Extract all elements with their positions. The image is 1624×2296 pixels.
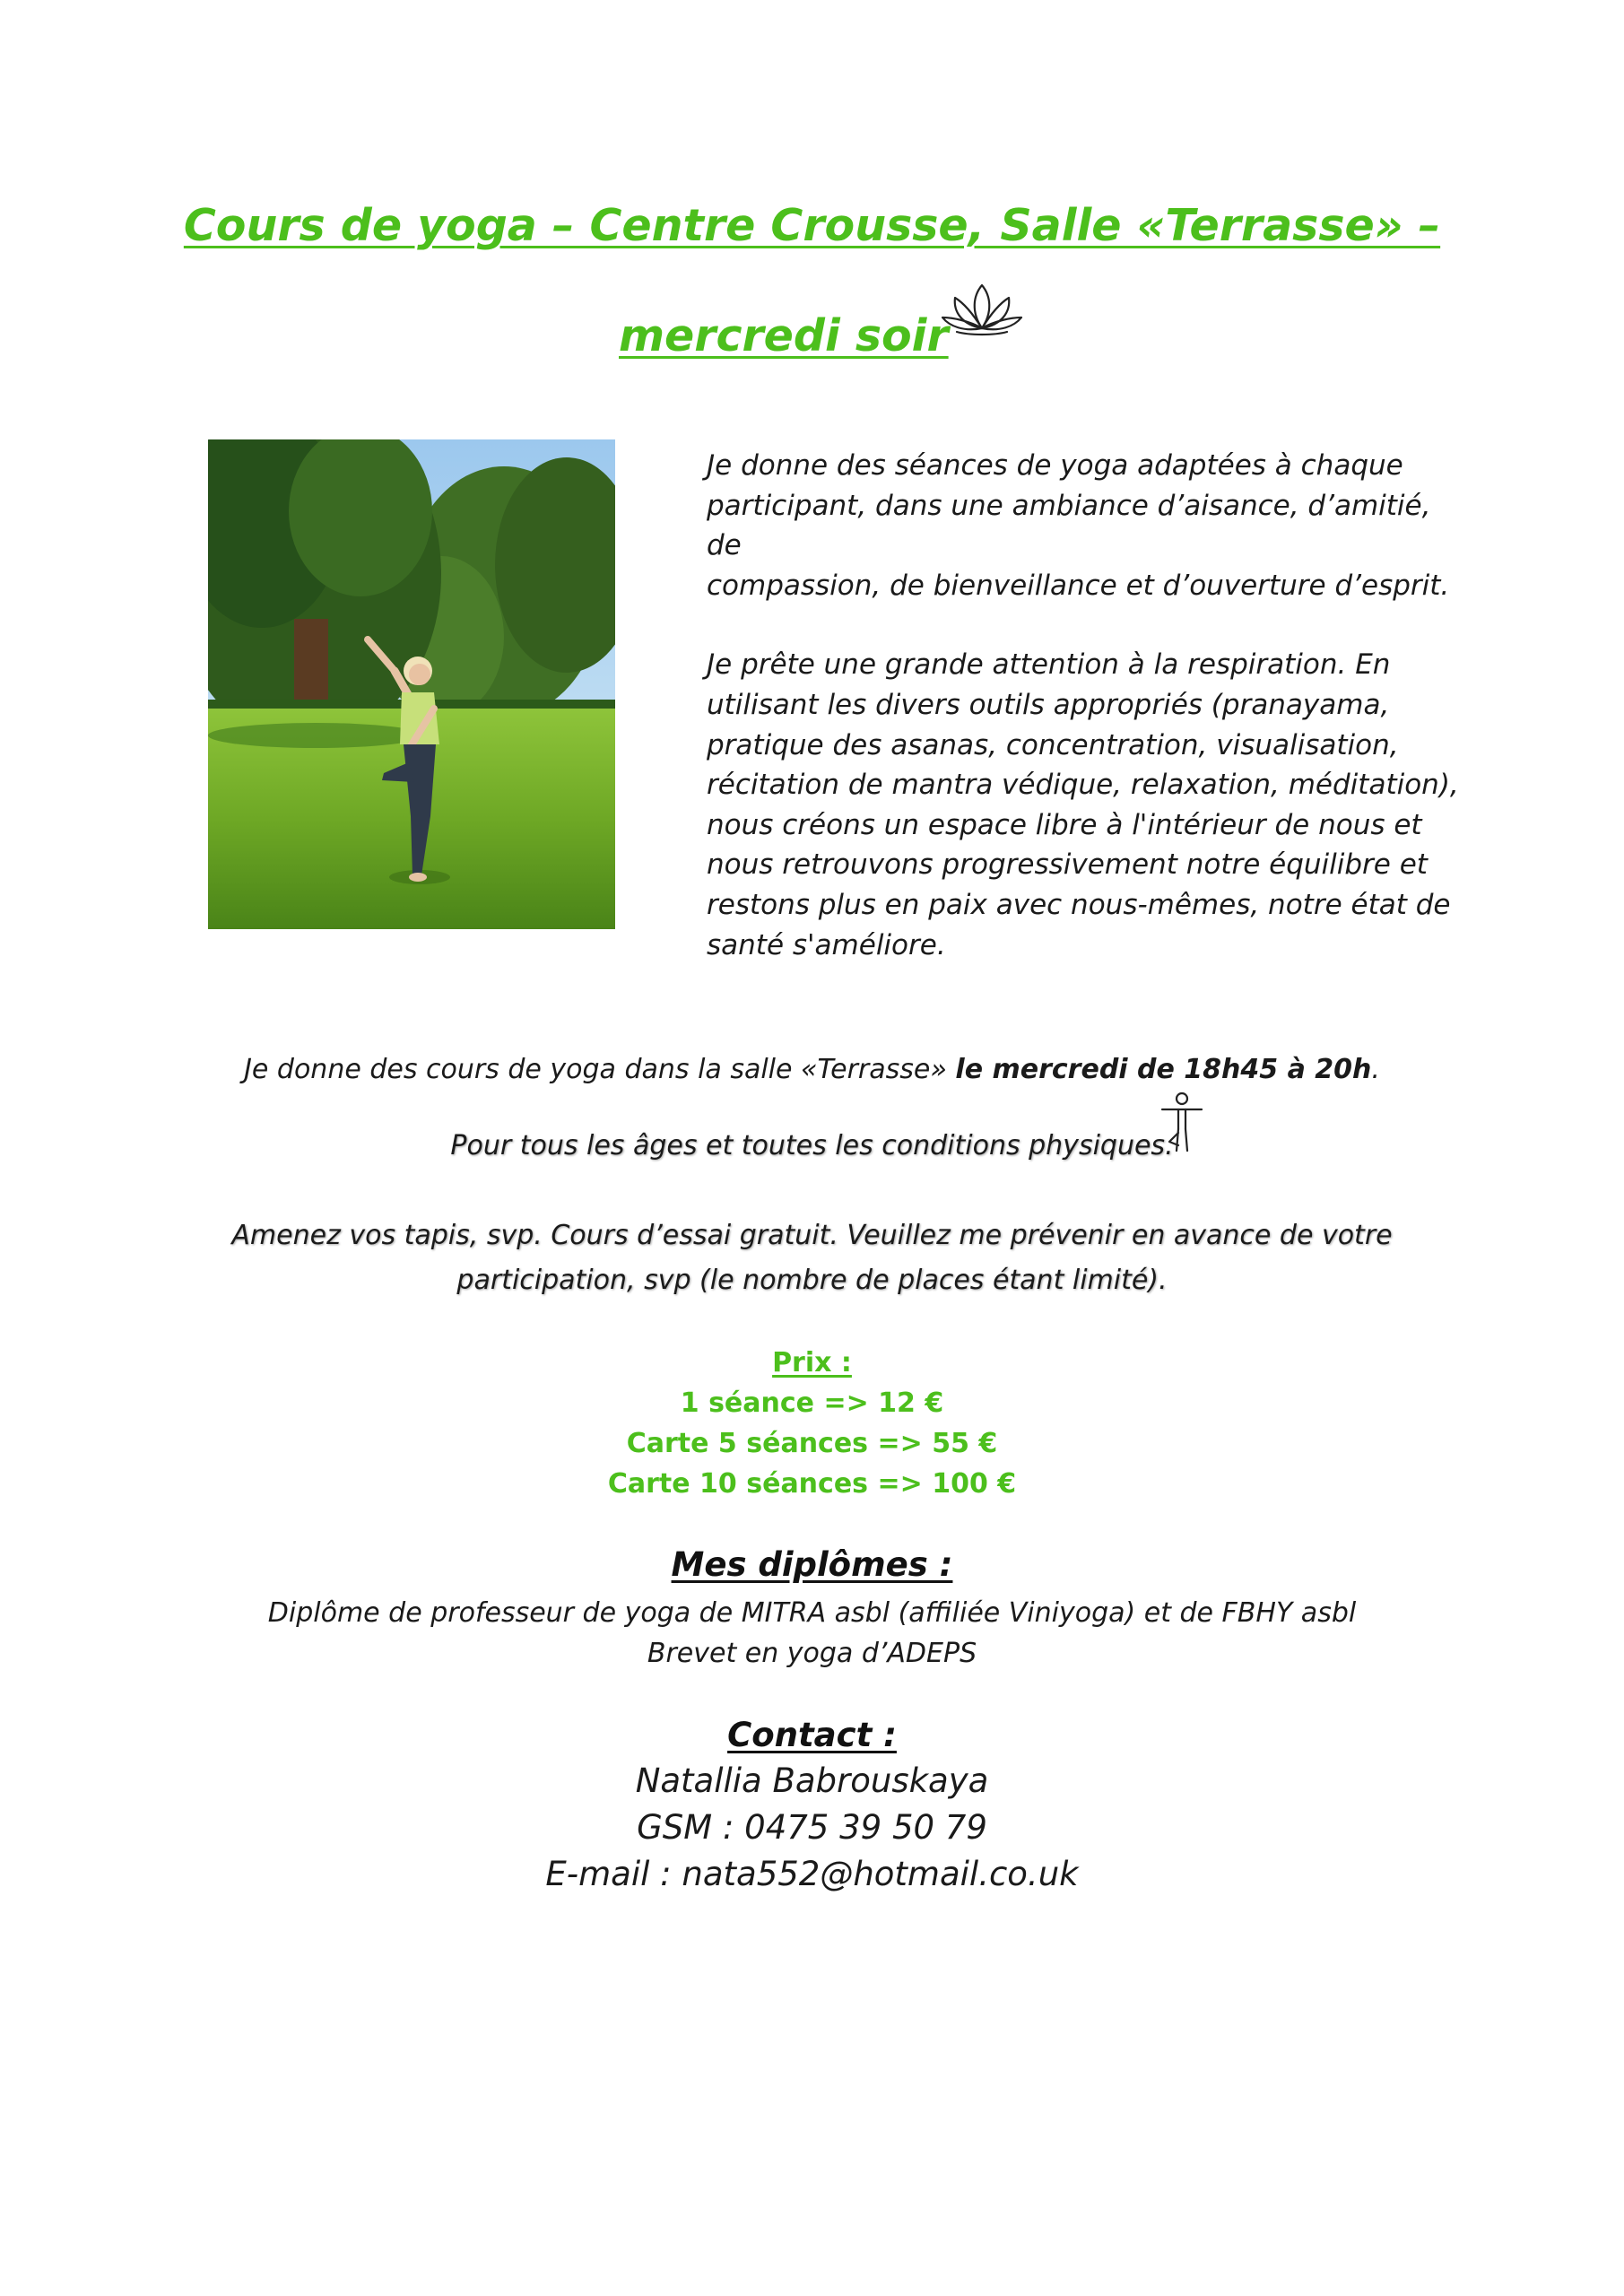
contact-name: Natallia Babrouskaya xyxy=(635,1761,989,1800)
price-list xyxy=(0,1343,1624,1504)
bring-text xyxy=(0,1213,1624,1303)
contact-title: Contact : xyxy=(727,1716,897,1754)
bring-line-2: participation, svp (le nombre de places étant limité). xyxy=(456,1265,1168,1296)
price-item-2: Carte 5 séances => 55 € xyxy=(626,1428,998,1459)
price-item-3: Carte 10 séances => 100 € xyxy=(607,1468,1017,1500)
bring-line-1: Amenez vos tapis, svp. Cours d’essai gratuit. Veuillez me prévenir en avance de votre xyxy=(231,1220,1393,1251)
contact-phone[interactable]: GSM : 0475 39 50 79 xyxy=(637,1808,987,1847)
diplome-line-1: Diplôme de professeur de yoga de MITRA asbl (affiliée Viniyoga) et de FBHY asbl xyxy=(267,1597,1357,1629)
schedule-prefix: Je donne des cours de yoga dans la salle «Terrasse» xyxy=(244,1054,956,1085)
diplomes-list xyxy=(0,1593,1624,1674)
lotus-icon xyxy=(937,278,1027,341)
contact-block xyxy=(0,1758,1624,1898)
diplome-line-2: Brevet en yoga d’ADEPS xyxy=(647,1638,977,1669)
diplomes-title: Mes diplômes : xyxy=(671,1545,953,1584)
intro-paragraph-1: Je donne des séances de yoga adaptées à chaque participant, dans une ambiance d’aisance, d’amitié, de compassion, de bienveillance et d’ouverture d’esprit. xyxy=(707,449,1450,602)
price-title: Prix : xyxy=(772,1347,852,1378)
page-title-line-2: mercredi soir xyxy=(619,310,949,361)
schedule-time: le mercredi de 18h45 à 20h xyxy=(955,1054,1372,1085)
contact-email[interactable]: E-mail : nata552@hotmail.co.uk xyxy=(545,1855,1079,1893)
intro-text xyxy=(707,446,1469,1004)
schedule-suffix: . xyxy=(1371,1054,1380,1085)
intro-paragraph-2: Je prête une grande attention à la respiration. En utilisant les divers outils appropriés (pranayama, pratique des asanas, concentration, visualisation, récitation de mantra védique, relaxation, méditation), nous créons un espace libre à l'intérieur de nous et nous retrouvons progressivement notre équilibre et restons plus en paix avec nous-mêmes, notre état de santé s'améliore. xyxy=(707,648,1459,961)
page-title-line-1: Cours de yoga – Centre Crousse, Salle «Terrasse» – xyxy=(183,200,1441,251)
price-item-1: 1 séance => 12 € xyxy=(680,1387,944,1419)
yoga-photo xyxy=(208,439,615,929)
schedule-line xyxy=(0,1048,1624,1092)
yoga-pose-icon xyxy=(1157,1090,1206,1154)
yoga-photo-illustration xyxy=(208,439,615,929)
ages-line: Pour tous les âges et toutes les conditions physiques. xyxy=(450,1130,1174,1161)
